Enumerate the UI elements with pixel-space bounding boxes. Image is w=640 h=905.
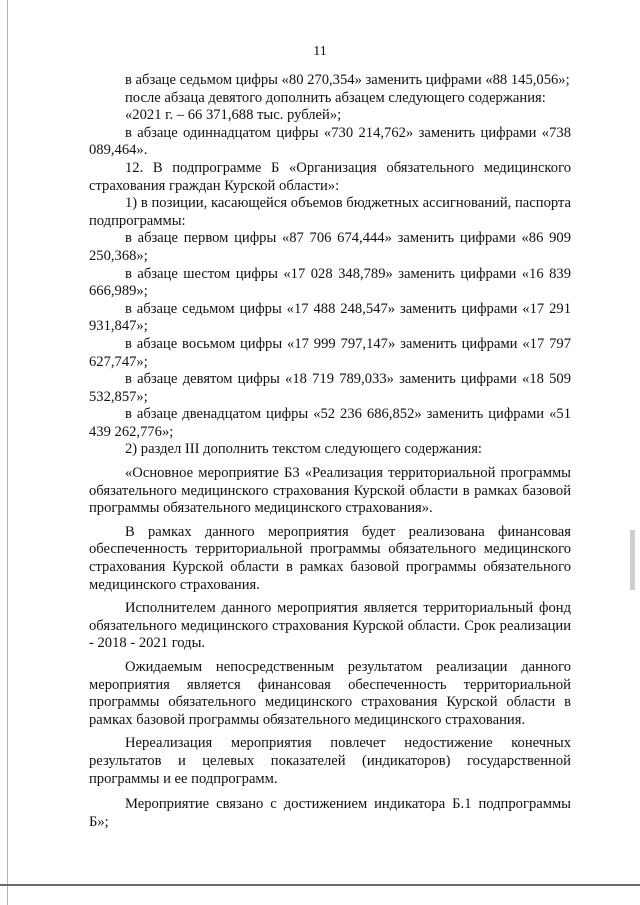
- document-body: [89, 72, 571, 831]
- paragraph-2: после абзаца девятого дополнить абзацем следующего содержания:: [125, 89, 546, 106]
- paragraph-8: в абзаце шестом цифры «17 028 348,789» заменить цифрами «16 839 666,989»;: [89, 265, 571, 300]
- paragraph-6: 1) в позиции, касающейся объемов бюджетных ассигнований, паспорта подпрограммы:: [89, 195, 571, 229]
- page-bottom-edge: [0, 884, 640, 886]
- paragraph-16: Исполнителем данного мероприятия является территориальный фонд обязательного медицинского страхования Курской области. Срок реализации - 2018 - 2021 годы.: [89, 600, 571, 652]
- page-number: 11: [313, 44, 327, 59]
- page-left-edge: [7, 0, 8, 905]
- paragraph-19: Мероприятие связано с достижением индикатора Б.1 подпрограммы Б»;: [89, 796, 571, 830]
- paragraph-18: Нереализация мероприятия повлечет недостижение конечных результатов и целевых показателей (индикаторов) государственной программы и ее подпрограмм.: [89, 735, 571, 787]
- paragraph-3: «2021 г. – 66 371,688 тыс. рублей»;: [125, 107, 342, 124]
- paragraph-15: В рамках данного мероприятия будет реализована финансовая обеспеченность территориальной программы обязательного медицинского страхования Курской области в рамках базовой программы обязательного медицинского страхования.: [89, 523, 571, 593]
- paragraph-1: в абзаце седьмом цифры «80 270,354» заменить цифрами «88 145,056»;: [125, 72, 570, 88]
- paragraph-13: 2) раздел III дополнить текстом следующего содержания:: [125, 441, 482, 458]
- scan-margin-mark: [630, 530, 635, 590]
- paragraph-5: 12. В подпрограмме Б «Организация обязательного медицинского страхования граждан Курской области»:: [89, 159, 571, 194]
- paragraph-7: в абзаце первом цифры «87 706 674,444» заменить цифрами «86 909 250,368»;: [89, 230, 571, 264]
- paragraph-10: в абзаце восьмом цифры «17 999 797,147» заменить цифрами «17 797 627,747»;: [89, 335, 571, 370]
- paragraph-12: в абзаце двенадцатом цифры «52 236 686,852» заменить цифрами «51 439 262,776»;: [89, 406, 571, 440]
- paragraph-4: в абзаце одиннадцатом цифры «730 214,762» заменить цифрами «738 089,464».: [89, 124, 571, 159]
- paragraph-17: Ожидаемым непосредственным результатом реализации данного мероприятия является финансовая обеспеченность территориальной программы обязательного медицинского страхования Курской области в рамках базовой программы обязательного медицинского страхования.: [89, 659, 571, 728]
- paragraph-11: в абзаце девятом цифры «18 719 789,033» заменить цифрами «18 509 532,857»;: [89, 371, 571, 405]
- paragraph-9: в абзаце седьмом цифры «17 488 248,547» заменить цифрами «17 291 931,847»;: [89, 300, 571, 335]
- paragraph-14: «Основное мероприятие Б3 «Реализация территориальной программы обязательного медицинского страхования Курской области в рамках базовой программы обязательного медицинского страхования».: [89, 465, 571, 517]
